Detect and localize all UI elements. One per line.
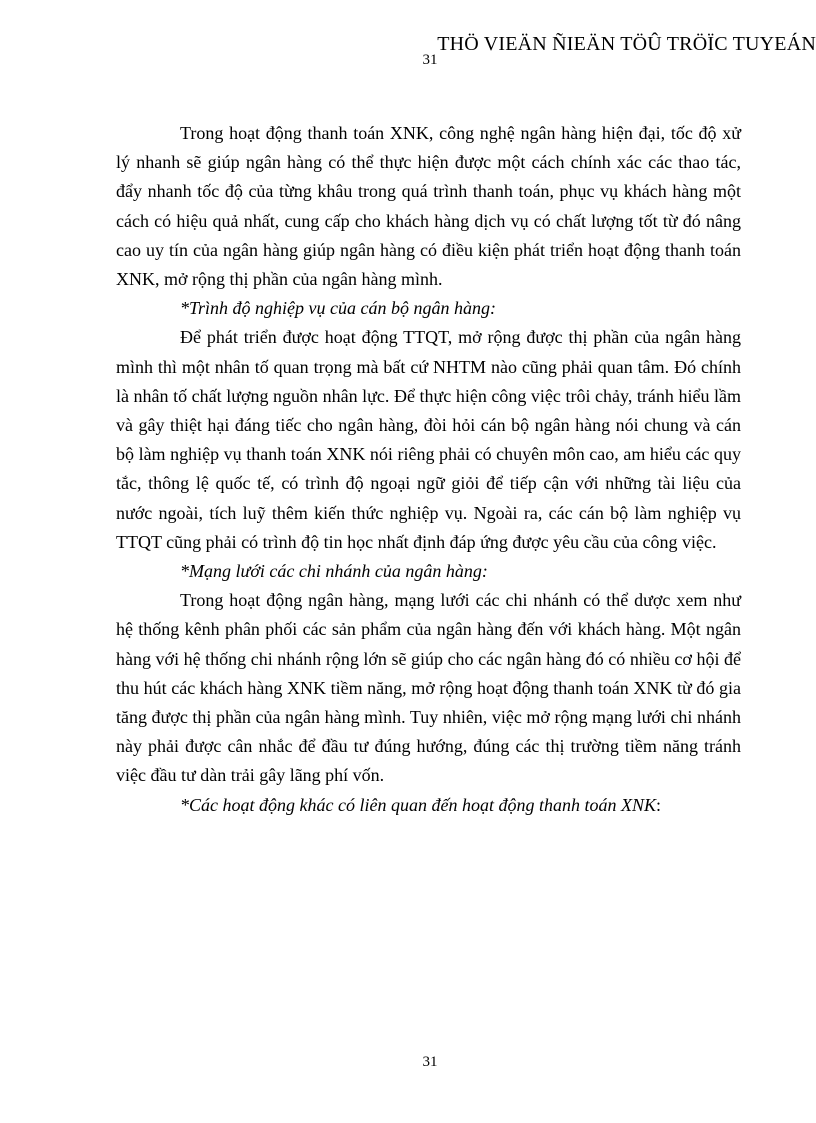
heading-other-activities <box>116 791 741 820</box>
heading-staff-skills: *Trình độ nghiệp vụ của cán bộ ngân hàng: <box>180 298 496 319</box>
heading-other-activities-colon: : <box>655 794 661 815</box>
paragraph-technology: Trong hoạt động thanh toán XNK, công nghệ ngân hàng hiện đại, tốc độ xử lý nhanh sẽ giúp ngân hàng có thể thực hiện được một cách chính xác các thao tác, đẩy nhanh tốc độ của từng khâu trong quá trình thanh toán, phục vụ khách hàng một cách có hiệu quả nhất, cung cấp cho khách hàng dịch vụ có chất lượng tốt từ đó nâng cao uy tín của ngân hàng giúp ngân hàng có điều kiện phát triển hoạt động thanh toán XNK, mở rộng thị phần của ngân hàng mình. <box>116 123 741 290</box>
paragraph-staff-skills: Để phát triển được hoạt động TTQT, mở rộng được thị phần của ngân hàng mình thì một nhân tố quan trọng mà bất cứ NHTM nào cũng phải quan tâm. Đó chính là nhân tố chất lượng nguồn nhân lực. Để thực hiện công việc trôi chảy, tránh hiểu lầm và gây thiệt hại đáng tiếc cho ngân hàng, đòi hỏi cán bộ ngân hàng nói chung và cán bộ làm nghiệp vụ thanh toán XNK nói riêng phải có chuyên môn cao, am hiểu các quy tắc, thông lệ quốc tế, có trình độ ngoại ngữ giỏi để tiếp cận với những tài liệu của nước ngoài, tích luỹ thêm kiến thức nghiệp vụ. Ngoài ra, các cán bộ làm nghiệp vụ TTQT cũng phải có trình độ tin học nhất định đáp ứng được yêu cầu của công việc. <box>116 327 741 552</box>
paragraph-branch-network: Trong hoạt động ngân hàng, mạng lưới các chi nhánh có thể dược xem như hệ thống kênh phân phối các sản phẩm của ngân hàng đến với khách hàng. Một ngân hàng với hệ thống chi nhánh rộng lớn sẽ giúp cho các ngân hàng đó có nhiều cơ hội để thu hút các khách hàng XNK tiềm năng, mở rộng hoạt động thanh toán XNK từ đó gia tăng được thị phần của ngân hàng mình. Tuy nhiên, việc mở rộng mạng lưới chi nhánh này phải được cân nhắc để đầu tư đúng hướng, đúng các thị trường tiềm năng tránh việc đầu tư dàn trải gây lãng phí vốn. <box>116 590 741 786</box>
page-number-bottom: 31 <box>422 1054 438 1070</box>
heading-other-activities-text: *Các hoạt động khác có liên quan đến hoạt động thanh toán XNK <box>180 794 656 815</box>
heading-branch-network: *Mạng lưới các chi nhánh của ngân hàng: <box>180 561 488 582</box>
document-body <box>116 119 741 820</box>
page-number-top: 31 <box>422 52 438 68</box>
watermark-header: THÖ VIEÄN ÑIEÄN TÖÛ TRÖÏC TUYEÁN <box>437 33 816 55</box>
